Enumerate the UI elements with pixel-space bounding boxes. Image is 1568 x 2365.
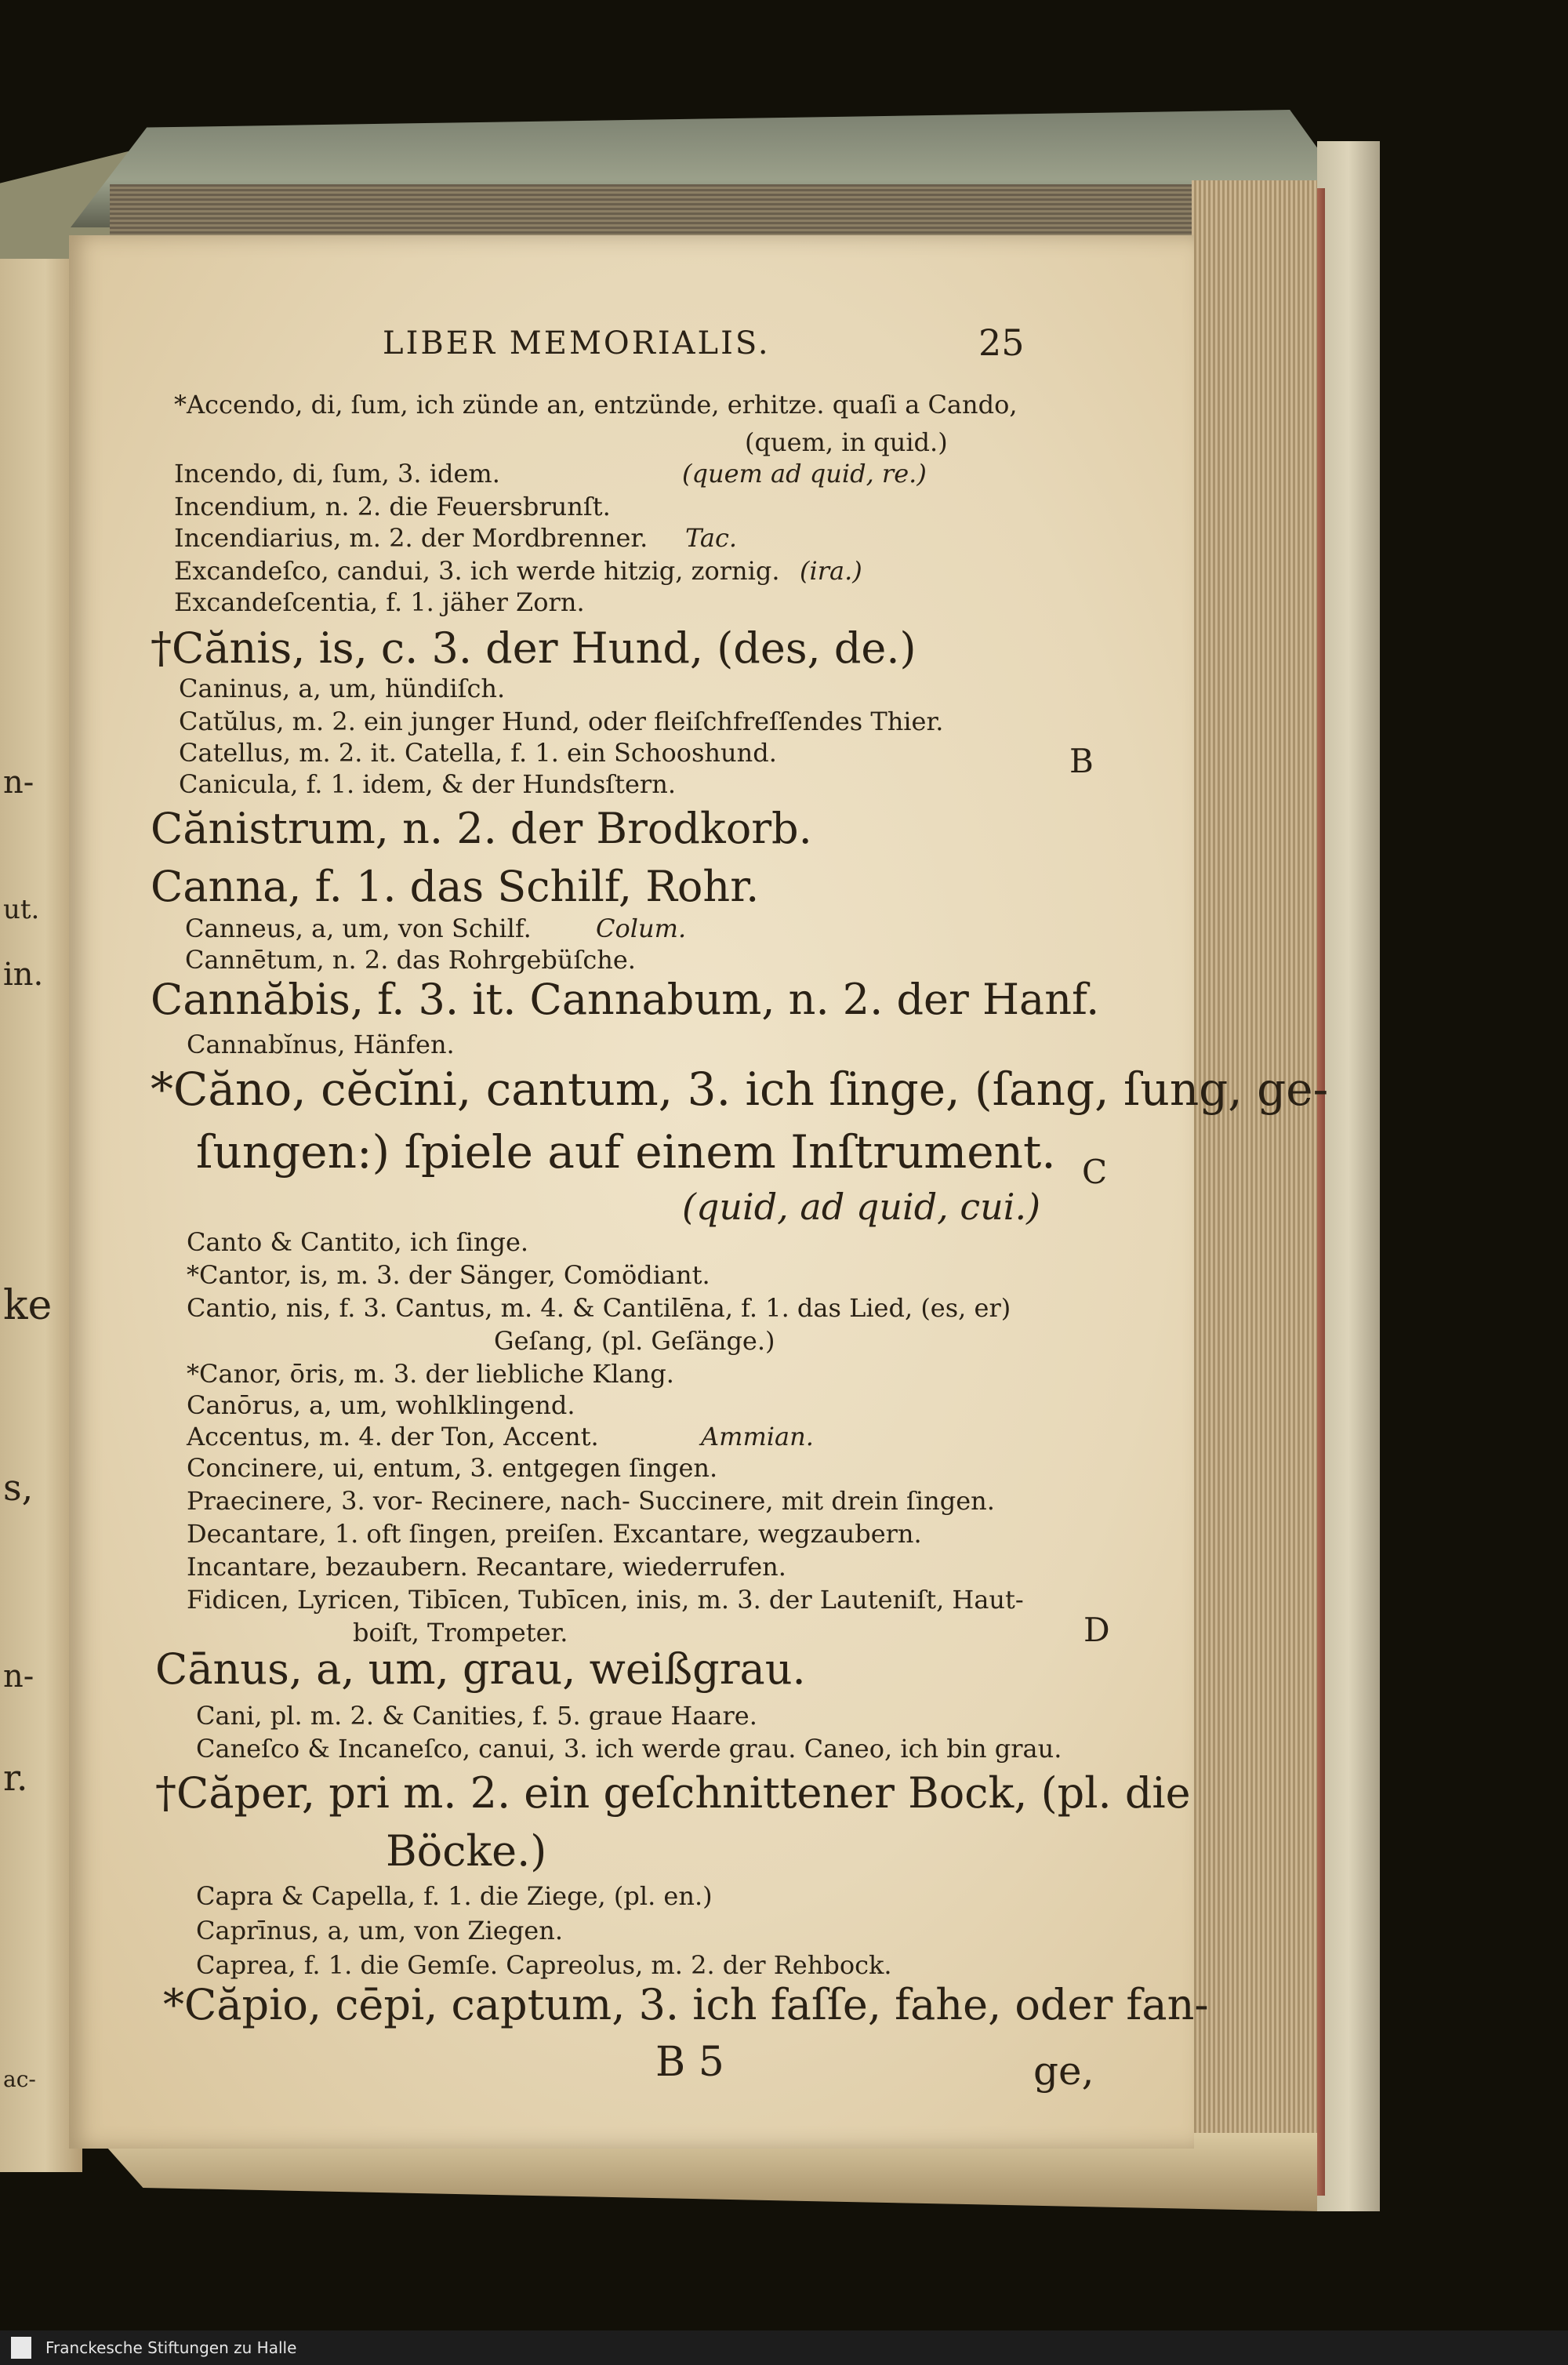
entry-line: Geſang, (pl. Geſänge.) [494,1326,775,1356]
entry-line: (quem, in quid.) [745,427,948,457]
page-block [1192,180,1317,2188]
entry-note: Colum. [596,914,687,943]
entry-note: Tac. [685,523,738,553]
entry-line: Caninus, a, um, hündiſch. [179,674,506,703]
left-fragment: n- [3,765,34,801]
entry-headword: ſungen:) ſpiele auf einem Inſtrument. [196,1125,1056,1179]
entry-line: Canicula, f. 1. idem, & der Hundsſtern. [179,769,676,799]
left-fragment: in. [3,957,44,993]
left-fragment: s, [3,1466,34,1509]
entry-line: Capra & Capella, f. 1. die Ziege, (pl. en.) [196,1881,713,1911]
entry-note: (ira.) [800,556,862,586]
entry-line: Canōrus, a, um, wohlklingend. [187,1390,575,1420]
entry-line: Incendo, di, ſum, 3. idem. [174,459,500,489]
entry-headword: †Cănis, is, c. 3. der Hund, (des, de.) [151,623,916,673]
entry-line: Caprīnus, a, um, von Ziegen. [196,1916,564,1945]
left-fragment: ut. [3,894,40,925]
entry-headword: Böcke.) [386,1826,547,1876]
entry-line: *Accendo, di, ſum, ich zünde an, entzünde, erhitze. quaſi a Cando, [174,390,1018,420]
entry-line: Cantio, nis, f. 3. Cantus, m. 4. & Cantilēna, f. 1. das Lied, (es, er) [187,1293,1011,1323]
entry-line: Canto & Cantito, ich ſinge. [187,1227,529,1257]
entry-line: Cannētum, n. 2. das Rohrgebüſche. [185,945,636,975]
entry-headword: *Căpio, cēpi, captum, 3. ich faſſe, fahe, oder fan- [163,1980,1209,2029]
entry-line: Accentus, m. 4. der Ton, Accent. [187,1422,599,1451]
entry-line: Cani, pl. m. 2. & Canities, f. 5. graue Haare. [196,1701,757,1731]
page-edges-top [110,184,1309,243]
institution-logo-icon [11,2337,31,2359]
entry-headword: Canna, f. 1. das Schilf, Rohr. [151,862,760,911]
entry-line: Incendium, n. 2. die Feuersbrunſt. [174,492,611,521]
running-title: LIBER MEMORIALIS. [383,325,771,361]
entry-line: Canneus, a, um, von Schilf. [185,914,532,943]
entry-line: Incantare, bezaubern. Recantare, wiederrufen. [187,1552,786,1582]
page-number: 25 [978,322,1025,364]
footer-credit: Franckesche Stiftungen zu Halle [45,2338,297,2357]
entry-note: Ammian. [701,1422,814,1451]
left-fragment: r. [3,1756,28,1799]
entry-line: Decantare, 1. oft ſingen, preiſen. Excantare, wegzaubern. [187,1519,922,1549]
entry-line: Cannabĭnus, Hänfen. [187,1030,455,1059]
entry-line: Excandeſcentia, f. 1. jäher Zorn. [174,587,585,617]
entry-line: Catŭlus, m. 2. ein junger Hund, oder fleiſchfreſſendes Thier. [179,707,944,736]
entry-line: Fidicen, Lyricen, Tibīcen, Tubīcen, inis, m. 3. der Lauteniſt, Haut- [187,1585,1024,1615]
section-letter: D [1083,1611,1110,1649]
catchword: ge, [1033,2048,1094,2094]
left-fragment: ke [3,1282,53,1329]
entry-line: Excandeſco, candui, 3. ich werde hitzig, zornig. [174,556,780,586]
entry-line: Caneſco & Incaneſco, canui, 3. ich werde grau. Caneo, ich bin grau. [196,1734,1062,1764]
entry-line: Incendiarius, m. 2. der Mordbrenner. [174,523,648,553]
entry-line: *Cantor, is, m. 3. der Sänger, Comödiant. [187,1260,710,1290]
entry-headword: †Căper, pri m. 2. ein geſchnittener Bock, (pl. die [155,1768,1191,1818]
entry-headword: Cannăbis, f. 3. it. Cannabum, n. 2. der Hanf. [151,975,1100,1024]
left-fragment: n- [3,1658,34,1695]
signature-mark: B 5 [655,2039,724,2086]
entry-line: Catellus, m. 2. it. Catella, f. 1. ein Schooshund. [179,738,777,768]
entry-note: (quid, ad quid, cui.) [682,1186,1041,1228]
entry-headword: Cănistrum, n. 2. der Brodkorb. [151,804,812,853]
section-letter: C [1082,1153,1108,1191]
entry-line: Caprea, f. 1. die Gemſe. Capreolus, m. 2. der Rehbock. [196,1950,892,1980]
entry-note: (quem ad quid, re.) [682,459,927,489]
entry-line: Concinere, ui, entum, 3. entgegen ſingen. [187,1453,718,1483]
left-fragment: ac- [3,2066,36,2092]
entry-line: *Canor, ōris, m. 3. der liebliche Klang. [187,1359,674,1389]
entry-line: boiſt, Trompeter. [353,1618,568,1648]
book-spine [1317,141,1380,2211]
entry-line: Praecinere, 3. vor- Recinere, nach- Succinere, mit drein ſingen. [187,1486,995,1516]
entry-headword: Cānus, a, um, grau, weißgrau. [155,1644,806,1694]
entry-headword: *Căno, cĕcĭni, cantum, 3. ich ſinge, (ſang, ſung, ge- [151,1063,1329,1116]
section-letter: B [1069,742,1094,780]
